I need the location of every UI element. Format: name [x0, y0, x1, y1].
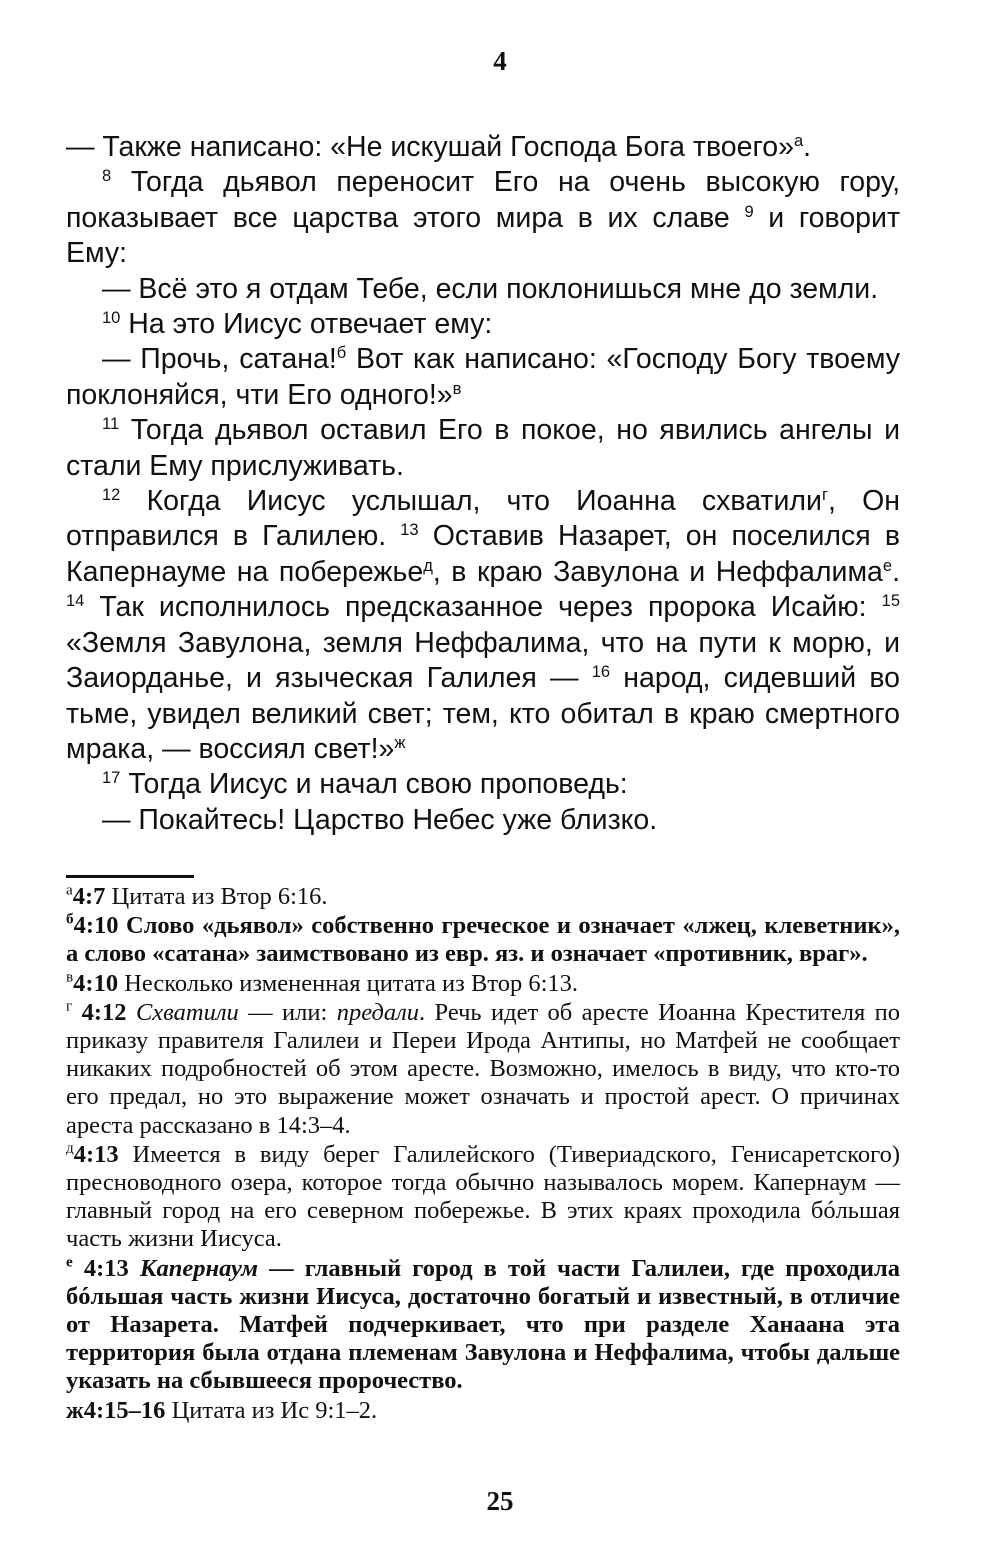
footnote-marker[interactable]: е [882, 555, 893, 575]
verse-number: 12 [102, 484, 121, 504]
paragraph: — Покайтесь! Царство Небес уже близко. [102, 803, 658, 836]
paragraph: $^{12}$ Когда Иисус услышал, что Иоанна схватили$^г$, Он отправился в Галилею. $^{13}$ Оставив Назарет, он поселился в Капернауме на побережье$^д$, в краю Завулона и Неффалима$^е$. $^{14}$ Так исполнилось предсказанное через пророка Исайю: $^{15}$ «Земля Завулона, земля Неффалима, что на пути к морю, и Заиорданье, и языческая Галилея — $^{16}$ народ, сидевший во тьме, увидел великий свет; тем, кто обитал в краю смертного мрака, — воссиял свет!»$^ж$ [66, 484, 901, 765]
page-number: 25 [486, 1486, 514, 1516]
verse-number: 8 [102, 166, 112, 186]
footnote: $^д$4:13 Имеется в виду берег Галилейского (Тивериадского, Генисаретского) пресноводного озера, которое тогда обычно называлось морем. Капернаум — главный город на его северном побережье. В этих краях проходила бóльшая часть жизни Иисуса. [66, 1139, 900, 1253]
footnote-divider [66, 875, 194, 878]
paragraph: $^{11}$ Тогда дьявол оставил Его в покое, но явились ангелы и стали Ему прислуживать. [66, 414, 900, 482]
verse-number: 11 [102, 414, 120, 434]
chapter-number: 4 [493, 46, 507, 76]
paragraph: $^8$ Тогда дьявол переносит Его на очень высокую гору, показывает все царства этого мира в их славе $^9$ и говорит Ему: [66, 166, 901, 270]
paragraph: $^{10}$ На это Иисус отвечает ему: [102, 307, 493, 341]
verse-number: 17 [102, 768, 121, 788]
main-text [66, 130, 900, 838]
footnote: $^г$ 4:12 Схватили — или: предали. Речь идет об аресте Иоанна Крестителя по приказу правителя Галилеи и Переи Ирода Антипы, но Матфей не сообщает никаких подробностей об этом аресте. Возможно, имелось в виду, что кто-то его предал, но это выражение может означать и простой арест. О причинах ареста рассказано в 14:3–4. [66, 997, 901, 1139]
footnote-marker[interactable]: д [423, 555, 433, 575]
verse-number: 16 [591, 661, 611, 681]
verse-number: 15 [881, 591, 901, 611]
verse-number: 13 [400, 520, 419, 540]
footnote: $^а$4:7 Цитата из Втор 6:16. [66, 881, 328, 910]
verse-number: 14 [66, 591, 85, 611]
footnote-marker[interactable]: в [452, 378, 462, 398]
paragraph: — Также написано: «Не искушай Господа Бога твоего»$^а$. [66, 130, 812, 163]
footnote-marker[interactable]: б [336, 343, 347, 363]
footnote: ж4:15–16 Цитата из Ис 9:1–2. [66, 1396, 378, 1424]
footnote: $^б$4:10 Слово «дьявол» собственно греческое и означает «лжец, клеветник», а слово «сатана» заимствовано из евр. яз. и означает «противник, враг». [66, 910, 900, 968]
footnote-marker[interactable]: г [821, 484, 828, 504]
footnote: $^е$ 4:13 Капернаум — главный город в той части Галилеи, где проходила бóльшая часть жизни Иисуса, достаточно богатый и известный, в отличие от Назарета. Матфей подчеркивает, что при разделе Ханаана эта территория была отдана племенам Завулона и Неффалима, чтобы дальше указать на сбывшееся пророчество. [66, 1253, 901, 1395]
footnotes [66, 883, 900, 1426]
footnote-marker[interactable]: ж [394, 732, 406, 752]
footnote-marker[interactable]: а [793, 130, 804, 150]
footnote: $^в$4:10 Несколько измененная цитата из Втор 6:13. [66, 968, 579, 997]
paragraph: $^{17}$ Тогда Иисус и начал свою проповедь: [102, 768, 628, 801]
verse-number: 10 [102, 307, 121, 327]
paragraph: — Прочь, сатана!$^б$ Вот как написано: «Господу Богу твоему поклоняйся, чти Его одного!»$^в$ [66, 343, 900, 411]
verse-number: 9 [744, 201, 754, 221]
paragraph: — Всё это я отдам Тебе, если поклонишься мне до земли. [102, 272, 879, 305]
